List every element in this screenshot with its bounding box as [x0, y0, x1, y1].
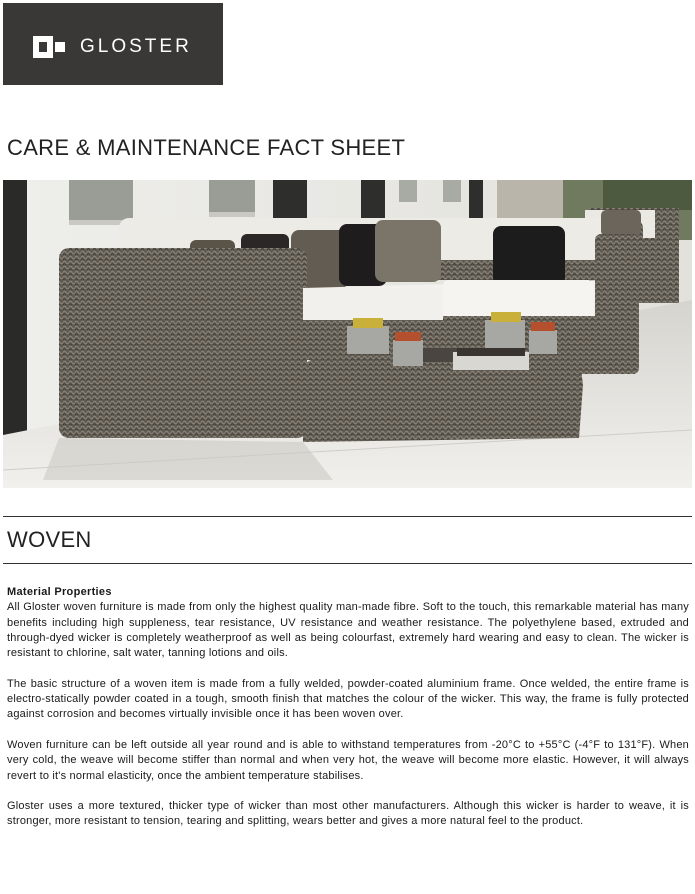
hero-photo	[3, 180, 692, 488]
paragraph: All Gloster woven furniture is made from only the highest quality man-made fibre. Soft to the touch, this remarkable material has many benefits including high suppleness, tear resistance, UV resistance and weather resistance. The polyethylene based, extruded and through-dyed wicker is completely weatherproof as well as being colourfast, extremely hard wearing and easy to clean. The wicker is resistant to chlorine, salt water, tanning lotions and oils.	[7, 601, 689, 660]
section-title: WOVEN	[7, 527, 92, 552]
outdoor-sofa-photo	[3, 180, 692, 488]
brand-logo	[3, 3, 223, 85]
document-title: CARE & MAINTENANCE FACT SHEET	[7, 135, 406, 160]
gloster-logo-icon	[33, 36, 65, 58]
brand-name: GLOSTER	[80, 36, 192, 57]
paragraph: Woven furniture can be left outside all year round and is able to withstand temperatures from -20°C to +55°C (-4°F to 131°F). When very cold, the weave will become stiffer than normal and when very hot, the weave will become more elastic. However, it will always revert to it's normal elasticity, once the ambient temperature stabilises.	[7, 738, 689, 782]
section-top-rule	[3, 516, 692, 517]
paragraph: The basic structure of a woven item is made from a fully welded, powder-coated aluminium frame. Once welded, the entire frame is electro-statically powder coated in a tough, smooth finish that matches the colour of the wicker. This way, the frame is fully protected against corrosion and becomes virtually invisible once it has been woven over.	[7, 677, 689, 721]
material-properties-heading: Material Properties	[7, 586, 112, 598]
section-bottom-rule	[3, 563, 692, 564]
section-body	[7, 585, 689, 845]
paragraph: Gloster uses a more textured, thicker type of wicker than most other manufacturers. Although this wicker is harder to weave, it is stronger, more resistant to tension, tearing and splitting, wears better and gives a more natural feel to the product.	[7, 800, 689, 828]
